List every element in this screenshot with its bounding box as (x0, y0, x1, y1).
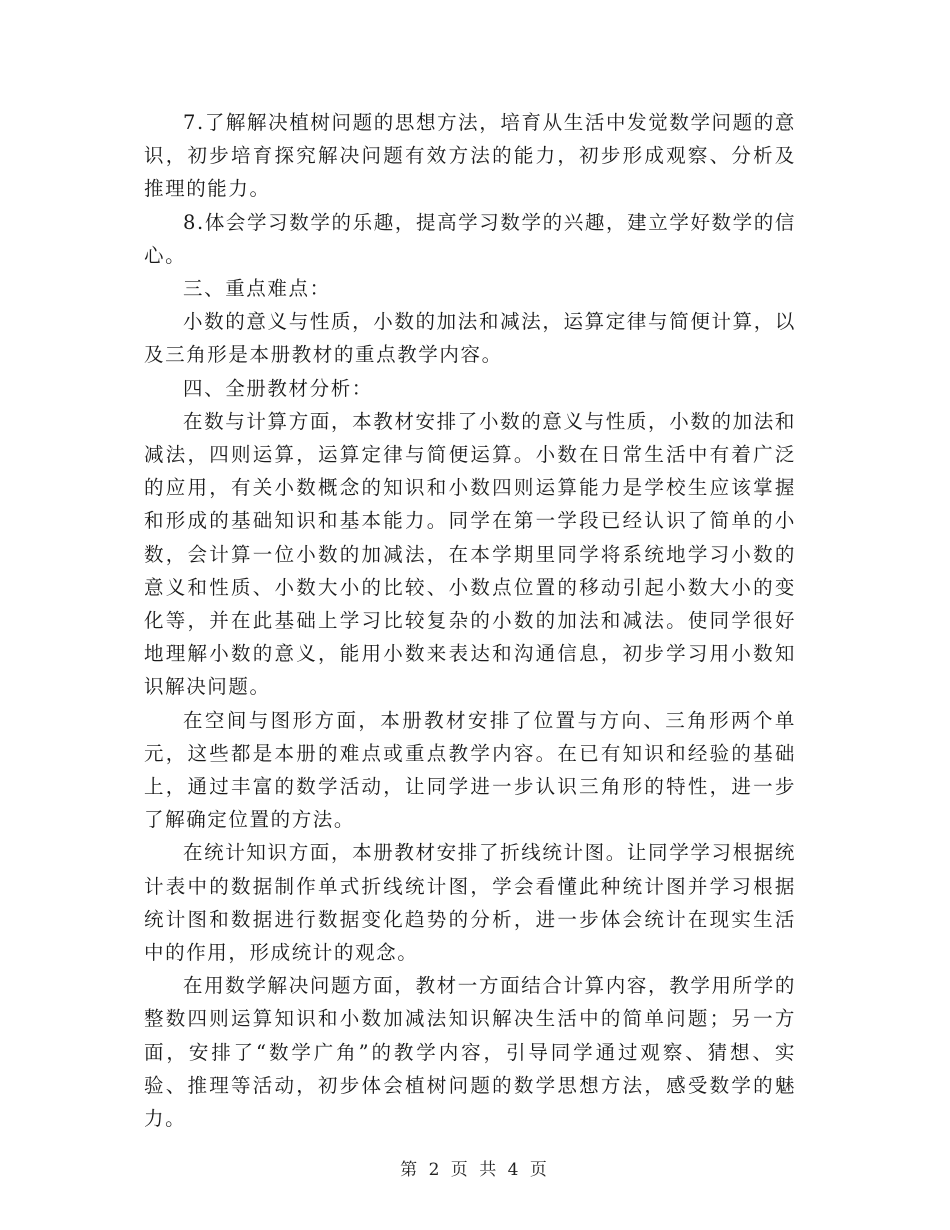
page-number-footer: 第 2 页 共 4 页 (400, 1160, 550, 1180)
document-body (144, 106, 796, 1135)
section-heading-key-points: 三、重点难点： (183, 277, 331, 301)
section-heading-textbook-analysis: 四、全册教材分析： (183, 376, 373, 400)
paragraph-number-calculation: 在数与计算方面，本教材安排了小数的意义与性质，小数的加法和减法，四则运算，运算定律与简便运算。小数在日常生活中有着广泛的应用，有关小数概念的知识和小数四则运算能力是学校生应该掌握和形成的基础知识和基本能力。同学在第一学段已经认识了简单的小数，会计算一位小数的加减法，在本学期里同学将系统地学习小数的意义和性质、小数大小的比较、小数点位置的移动引起小数大小的变化等，并在此基础上学习比较复杂的小数的加法和减法。使同学很好地理解小数的意义，能用小数来表达和沟通信息，初步学习用小数知识解决问题。 (144, 409, 796, 699)
paragraph-statistics: 在统计知识方面，本册教材安排了折线统计图。让同学学习根据统计表中的数据制作单式折线统计图，学会看懂此种统计图并学习根据统计图和数据进行数据变化趋势的分析，进一步体会统计在现实生活中的作用，形成统计的观念。 (144, 841, 796, 965)
paragraph-key-points: 小数的意义与性质，小数的加法和减法，运算定律与简便计算，以及三角形是本册教材的重点教学内容。 (144, 310, 796, 367)
paragraph-goal-8: 8.体会学习数学的乐趣，提高学习数学的兴趣，建立学好数学的信心。 (144, 210, 796, 267)
paragraph-goal-7: 7.了解解决植树问题的思想方法，培育从生活中发觉数学问题的意识，初步培育探究解决问题有效方法的能力，初步形成观察、分析及推理的能力。 (144, 111, 796, 201)
paragraph-space-geometry: 在空间与图形方面，本册教材安排了位置与方向、三角形两个单元，这些都是本册的难点或重点教学内容。在已有知识和经验的基础上，通过丰富的数学活动，让同学进一步认识三角形的特性，进一步了解确定位置的方法。 (144, 708, 796, 832)
paragraph-problem-solving: 在用数学解决问题方面，教材一方面结合计算内容，教学用所学的整数四则运算知识和小数加减法知识解决生活中的简单问题；另一方面，安排了“数学广角”的教学内容，引导同学通过观察、猜想、实验、推理等活动，初步体会植树问题的数学思想方法，感受数学的魅力。 (144, 974, 796, 1131)
